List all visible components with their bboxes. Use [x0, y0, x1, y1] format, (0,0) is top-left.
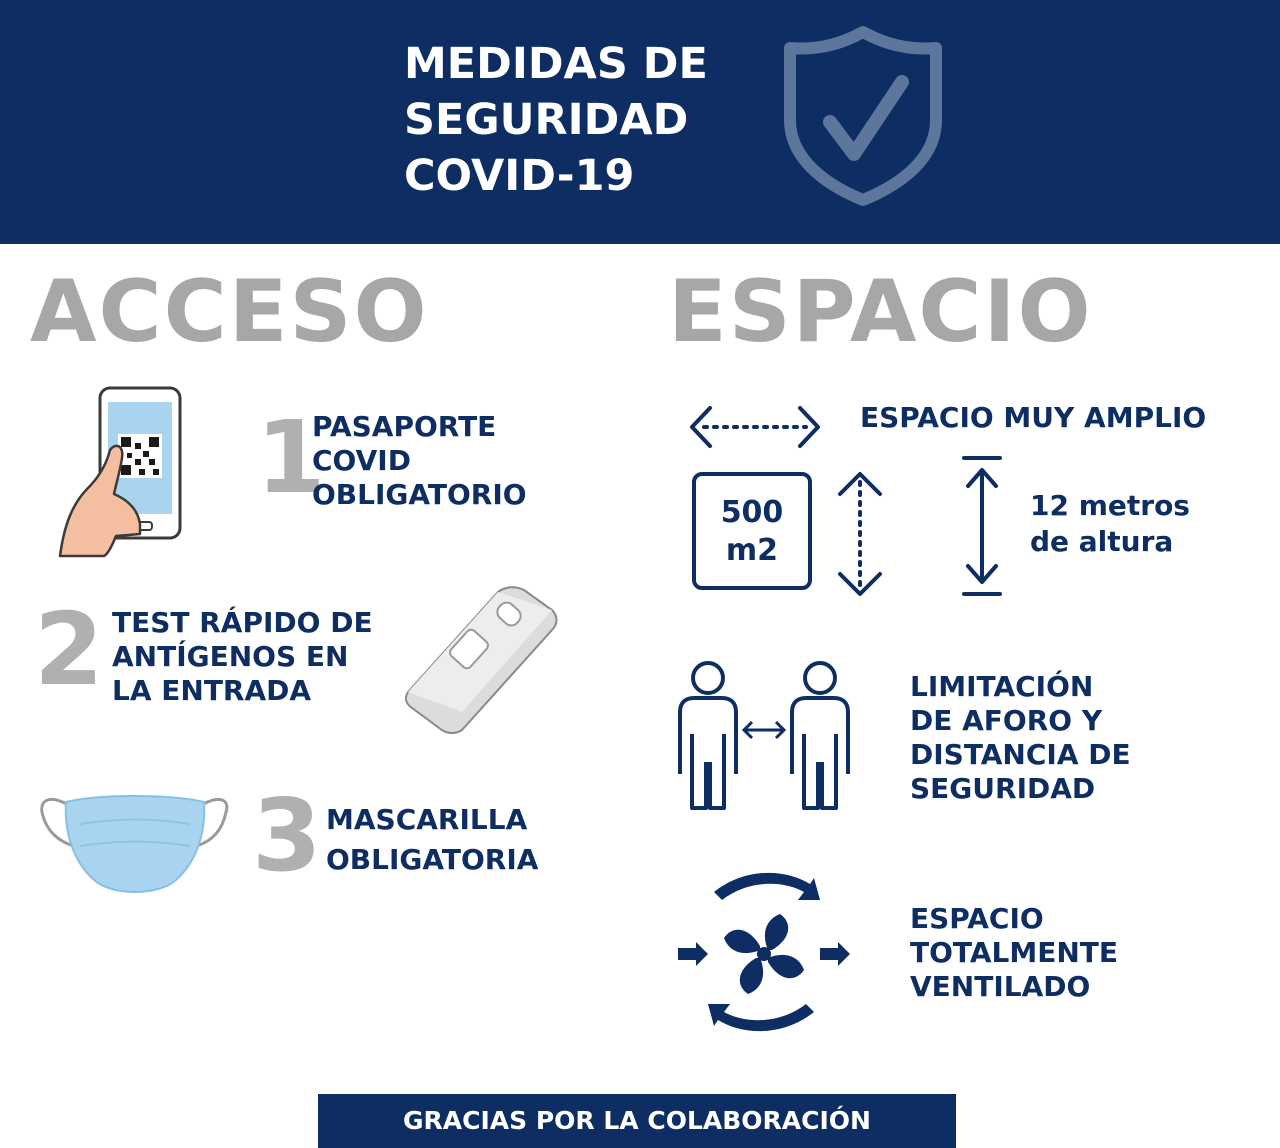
step-number-1: 1 [256, 399, 326, 516]
acceso-item-3-line-1: MASCARILLA [326, 803, 528, 836]
altura-line-1: 12 metros [1030, 489, 1190, 522]
acceso-item-3-line-2: OBLIGATORIA [326, 843, 539, 876]
face-mask-icon [40, 790, 230, 902]
altura-label [1030, 488, 1190, 560]
acceso-item-1-line-3: OBLIGATORIO [312, 478, 527, 511]
acceso-item-2-label [112, 606, 373, 708]
header-banner [0, 0, 1280, 244]
acceso-item-1-line-2: COVID [312, 444, 411, 477]
title-line-1: MEDIDAS DE [404, 39, 708, 89]
ventilation-fan-icon [674, 864, 854, 1040]
antigen-test-icon [402, 584, 562, 734]
ventilado-line-2: TOTALMENTE [910, 936, 1118, 969]
area-value: 500 [720, 495, 784, 530]
horizontal-arrows-icon [688, 402, 822, 452]
aforo-line-3: DISTANCIA DE [910, 738, 1131, 771]
aforo-line-2: DE AFORO Y [910, 704, 1103, 737]
aforo-label [910, 670, 1131, 806]
ventilado-line-1: ESPACIO [910, 902, 1044, 935]
acceso-item-3-label [326, 800, 538, 880]
title-line-2: SEGURIDAD [404, 95, 689, 145]
aforo-line-4: SEGURIDAD [910, 772, 1096, 805]
social-distance-icon [672, 658, 856, 814]
height-arrow-icon [960, 454, 1004, 600]
espacio-heading: ESPACIO [668, 262, 1093, 362]
aforo-line-1: LIMITACIÓN [910, 670, 1094, 703]
step-number-3: 3 [252, 777, 322, 894]
shield-check-icon [778, 24, 948, 206]
vertical-dotted-arrows-icon [834, 470, 886, 598]
phone-qr-icon [58, 386, 188, 558]
acceso-item-2-line-3: LA ENTRADA [112, 674, 312, 707]
ventilado-label [910, 902, 1118, 1004]
altura-line-2: de altura [1030, 525, 1174, 558]
acceso-item-2-line-2: ANTÍGENOS EN [112, 640, 349, 673]
area-unit: m2 [725, 533, 779, 568]
step-number-2: 2 [34, 591, 104, 708]
area-box [692, 472, 812, 590]
ventilado-line-3: VENTILADO [910, 970, 1091, 1003]
footer-banner: GRACIAS POR LA COLABORACIÓN [318, 1094, 956, 1148]
acceso-item-1-line-1: PASAPORTE [312, 410, 497, 443]
acceso-item-2-line-1: TEST RÁPIDO DE [112, 606, 373, 639]
espacio-amplio-label: ESPACIO MUY AMPLIO [860, 401, 1207, 434]
acceso-item-1-label [312, 410, 527, 512]
title-line-3: COVID-19 [404, 151, 635, 201]
page-title [404, 36, 708, 204]
acceso-heading: ACCESO [30, 262, 429, 362]
